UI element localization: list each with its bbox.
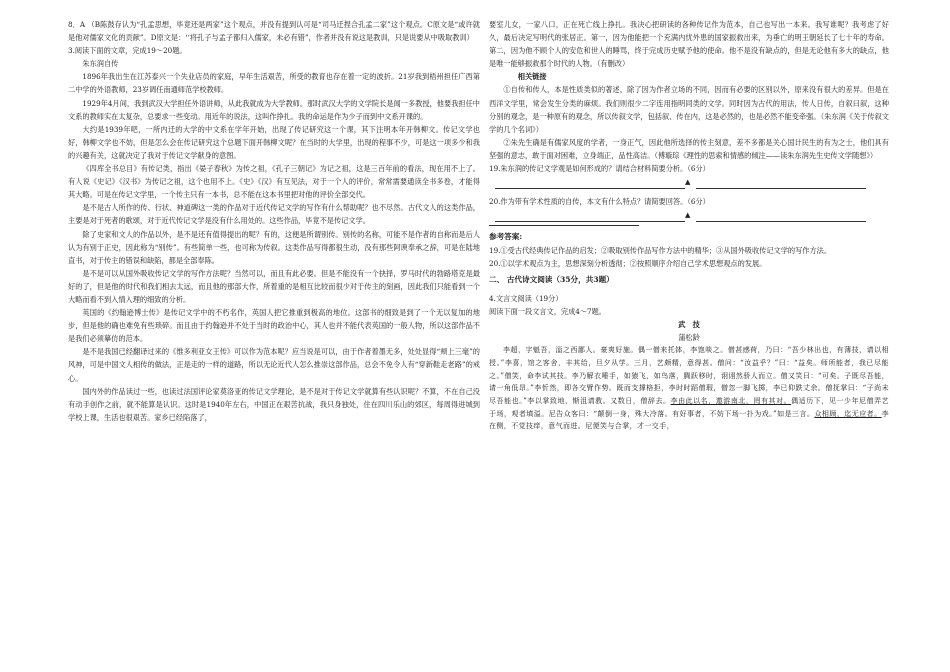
question-4-intro: 阅读下面一段文言文，完成4～7题。 [489,306,606,316]
answer-20: 20.①以学术观点为主，思想深刻分析透彻；②按照顺序介绍自己学术思想观点的发展。 [489,258,767,268]
classical-segment: 李在侧，不觉技痒，意气而进。尼便笑与合掌，才一交手， [489,409,889,431]
triangle-icon: ▲ [685,211,691,220]
related-links-title: 相关链接 [517,72,547,82]
article-paragraph: 是不是我国已经翻译过来的《维多利亚女王传》可以作为范本呢？应当说是可以，由于作者着墨无多，处处显得“颊上三毫”的风神，可是中国文人相传的做法，正是走的一样的道路，所以无论近代人怎么推崇这部作品，总会不免令人有“穿新鞋走老路”的戒心。 [68,347,480,383]
answer-blank [495,188,685,189]
right-column [489,18,889,433]
classical-author: 蒲松龄 [678,333,700,343]
triangle-icon: ▲ [685,178,691,187]
classical-text [489,344,889,433]
related-link-1: ①自传和传人，本是性质类似的著述，除了因为作者立场的不同，因而有必要的区别以外，原来没有很大的差异。但是在西洋文学里，常会发生分类的麻烦。我们则很少二字连用指明同类的文学。同时因为古代的用法，传人日传，自叙曰叙，这种分别的观念，是一种原有的观念，所以传叙文学，包括叙、传在内，这是必然的，也是必然不能变牵强。（朱东润《关于传叙文学的几个名词》） [489,85,889,134]
underlined-sentence: 李由此以名，遨游南北，罔有其对。 [670,396,792,405]
article-paragraph: 英国的《约翰逊博士传》是传记文学中的不朽名作，英国人把它推重到极高的地位。这部书的细致是到了一个无以复加的地步，但是他的确也难免有些琐碎。而且由于约翰逊并不处于当时的政治中心，其人也并不能代表英国的一般人物，所以这部作品不是我们必须摹仿的范本。 [68,308,480,344]
article-paragraph: 《四库全书总目》有传记类，指出《晏子春秋》为传之祖，《孔子三朝记》为记之祖，这是三百年前的看法，现在用不上了。有人说《史记》《汉书》为传记之祖，这个也用不上。《史》《汉》有互见法，对于一个人的评价，常常需要通读全书多卷，才能得其大略。可是在传记文学里，一个传主只有一本书，总不能在这本书里把对他的评价全部交代。 [68,164,480,200]
answer-explanation-8: 8．A （B陈鼓存认为“孔孟思想，毕竟还是两家”这个观点，并没有提到认可是“司马迁捏合孔孟二家”这个观点。C原文是“或许就是他对儒家文化的贡献”。D原文是：‘‘将孔子与孟子都归入儒家，未必有错”，作者并没有说这是教训，只是说要从中吸取教训） [68,20,480,43]
article-paragraph: 是不是古人所作的传、行状、神道碑这一类的作品对于近代传记文学的写作有什么帮助呢？也不尽然。古代文人的这类作品，主要是对于死者的歌颂，对于近代传记文学是没有什么用处的。这些作品，毕竟不是传记文学。 [68,203,480,226]
article-paragraph: 1929年4月间，我到武汉大学担任外语讲师，从此我就成为大学教师。那时武汉大学的文学院长是闻一多教授，他要我担任中文系的教师实在太复杂，总要求一些变动。用近年的说法，这叫作挣扎。我的命运是作为少子而到中文系开课的。 [68,98,480,121]
article-title: 朱东润自传 [82,59,119,69]
article-paragraph: 要室儿女，一家八口，正在死亡线上挣扎。我决心把研读的各种传记作为范本，自己也写出一本来。我写谁呢？我考虑了好久，最后决定写明代的张居正。第一，因为他能把一个充满内忧外患的国家振救出来，为垂亡的明王朝延长了七十年的寿命。第二，因为他不顾个人的安危和世人的睡骂，终于完成历史赋予他的使命。他不是没有缺点的，但是无论他有多大的缺点，他是唯一能够振救那个时代的人物。（有删改） [489,20,889,69]
question-4: 4.文言文阅读（19分） [489,293,563,303]
classical-title: 武 技 [678,319,700,329]
article-paragraph: 国内外的作品读过一些，也读过法国评论家莫洛亚的传记文学理论，是不是对于传记文学就算有些认识呢？不算，不在自己没有动手创作之前，就不能算是认识。这时是1940年左右，中国正在艰苦抗战，我只身独处，住在四川乐山的郊区，每周得进城到学校上课，生活也很艰苦。家乡已经陷落了， [68,386,480,422]
article-paragraph: 1896年我出生在江苏泰兴一个失业店员的家庭，早年生活艰苦，所受的教育也存在着一定的波折。21岁我到梧州担任广西第二中学的外语教师，23岁调任南通师范学校教师。 [68,72,480,95]
answer-title: 参考答案: [489,232,523,242]
divider [489,225,639,226]
article-paragraph: 大约是1939年吧，一所内迁的大学的中文系在学年开始，出现了传记研究这一个课，其下注明本年开韩柳文。传记文学也好，韩柳文学也不妨，但是怎么会在传记研究这个总题下面开韩柳文呢？在当时的大学里，出现的程事不少，可是这一项多少和我的兴趣有关，这就决定了我对于传记文学献身的意图。 [68,124,480,160]
answer-19: 19.①受古代经典传记作品的启发；②吸取别传作品写作方法中的精华；③从国外吸收传记文学的写作方法。 [489,245,832,255]
question-20: 20.作为带有学术性质的自传，本文有什么特点？请简要回答。（6分） [489,197,710,207]
question-19: 19.朱东润的传记文学观是如何形成的？请结合材料简要分析。（6分） [489,164,710,174]
article-paragraph: 除了史家和文人的作品以外，是不是还有值得提出的呢？有的，这便是所谓别传。别传的名称，可能不是作者的自称而是后人认为有别于正史，因此称为“别传”。有些简单一些，也可称为传叙。这类作品写得都很生动，没有那些阿谀奉承之辞，可是在陆地直书，对于传主的错误和缺陷，都是全部奉陈。 [68,229,480,265]
answer-line-20 [489,208,889,222]
underlined-sentence: 众相顾，迄无应者。 [814,409,882,418]
left-column [68,18,480,424]
question-instruction: 3.阅读下面的文章，完成19～20题。 [68,46,187,56]
related-link-2: ②朱先生确是有儒家风度的学者，一身正气，因此他所选择的传主刻意，差不多都是关心国计民生的有为之士，他们具有坚强的意志，敢于面对困难，立身端正，品性高洁。（傅璇琮《理性的思索和情感的倾注——读朱东润先生史传文学随想》） [489,137,889,160]
section-title: 二、 古代诗文阅读（35分，共3题） [489,274,614,284]
answer-blank [495,221,685,222]
answer-blank [696,188,866,189]
answer-blank [696,221,866,222]
classical-segment: 李超，字魁吾，淄之西鄙人。豪爽好施。偶一僧来托钵，李饱啖之。僧甚感荷，乃曰：“吾少林出也，有薄技，请以相授。”李喜，馆之客舍，丰其给，旦夕从学。三月，艺颇精，意得甚。僧问：“汝益乎？”曰：“益矣。师所能者，我已尽能之。”僧笑，命李试其技。李乃解衣唾手，如猿飞，如鸟落，腾跃移时，诩诩然骄人而立。僧又笑曰：“可矣。子既尽吾能，请一角低昂。”李忻然，即各交臂作势。既而支撑格拒，李时时蹈僧瑕，僧忽一脚飞掷，李已仰跌丈余。僧抚掌曰：“子尚未尽吾能也。”李以掌致地，惭沮请教。又数日，僧辞去。 [489,346,889,405]
classical-segment: 偶适历下，见一少年尼僧弄艺于场，观者填溢。尼告众客曰：“颠倒一身，殊大冷落。有好事者，不妨下场一扑为戏。”如是三言。 [489,396,889,418]
article-paragraph: 是不是可以从国外吸收传记文学的写作方法呢？当然可以，而且有此必要。但是不能没有一个抉择，罗马时代的勃路塔克是最好的了，但是他的时代和我们相去太远，而且他的那部大作，所着重的是相互比较而很少对于传主的刻画，因此我们只能看到一个大略而看不到入情入理的细致的分析。 [68,268,480,304]
answer-line-19 [489,175,889,189]
